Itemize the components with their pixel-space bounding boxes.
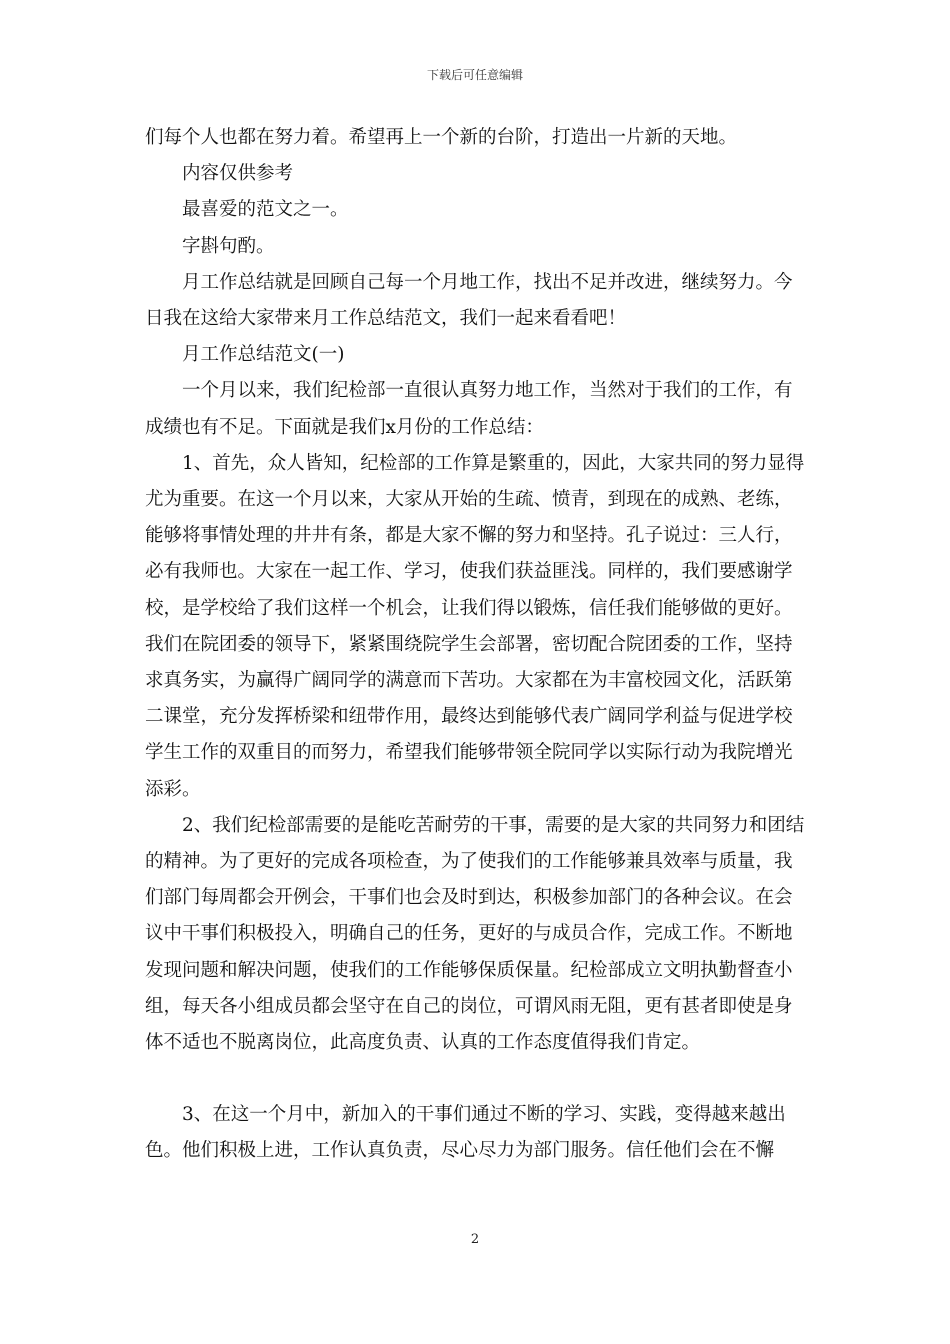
paragraph-favorite-note: 最喜爱的范文之一。 — [182, 199, 349, 221]
paragraph-point-2: 2、我们纪检部需要的是能吃苦耐劳的干事，需要的是大家的共同努力和团结的精神。为了更好的完成各项检查，为了使我们的工作能够兼具效率与质量，我们部门每周都会开例会，干事们也会及时到达，积极参加部门的各种会议。在会议中干事们积极投入，明确自己的任务，更好的与成员合作，完成工作。不断地发现问题和解决问题，使我们的工作能够保质保量。纪检部成立文明执勤督查小组，每天各小组成员都会坚守在自己的岗位，可谓风雨无阻，更有甚者即使是身体不适也不脱离岗位，此高度负责、认真的工作态度值得我们肯定。 — [145, 814, 805, 1054]
paragraph-intro: 月工作总结就是回顾自己每一个月地工作，找出不足并改进，继续努力。今日我在这给大家带来月工作总结范文，我们一起来看看吧！ — [145, 271, 793, 330]
document-body — [145, 120, 810, 1170]
paragraph-point-1: 1、首先，众人皆知，纪检部的工作算是繁重的，因此，大家共同的努力显得尤为重要。在这一个月以来，大家从开始的生疏、愤青，到现在的成熟、老练，能够将事情处理的井井有条，都是大家不懈的努力和坚持。孔子说过：三人行，必有我师也。大家在一起工作、学习，使我们获益匪浅。同样的，我们要感谢学校，是学校给了我们这样一个机会，让我们得以锻炼，信任我们能够做的更好。我们在院团委的领导下，紧紧围绕院学生会部署，密切配合院团委的工作，坚持求真务实，为赢得广阔同学的满意而下苦功。大家都在为丰富校园文化，活跃第二课堂，充分发挥桥梁和纽带作用，最终达到能够代表广阔同学利益与促进学校学生工作的双重目的而努力，希望我们能够带领全院同学以实际行动为我院增光添彩。 — [145, 452, 805, 800]
paragraph-continuation: 们每个人也都在努力着。希望再上一个新的台阶，打造出一片新的天地。 — [145, 127, 738, 148]
paragraph-opening: 一个月以来，我们纪检部一直很认真努力地工作，当然对于我们的工作，有成绩也有不足。下面就是我们x月份的工作总结： — [145, 380, 793, 438]
page-header: 下载后可任意编辑 — [426, 68, 523, 82]
paragraph-point-3: 3、在这一个月中，新加入的干事们通过不断的学习、实践，变得越来越出色。他们积极上进，工作认真负责，尽心尽力为部门服务。信任他们会在不懈 — [145, 1104, 786, 1162]
section-title: 月工作总结范文(一) — [182, 344, 345, 366]
paragraph-reference-note: 内容仅供参考 — [182, 163, 294, 185]
paragraph-wording-note: 字斟句酌。 — [182, 235, 275, 257]
page-number: 2 — [470, 1232, 480, 1247]
